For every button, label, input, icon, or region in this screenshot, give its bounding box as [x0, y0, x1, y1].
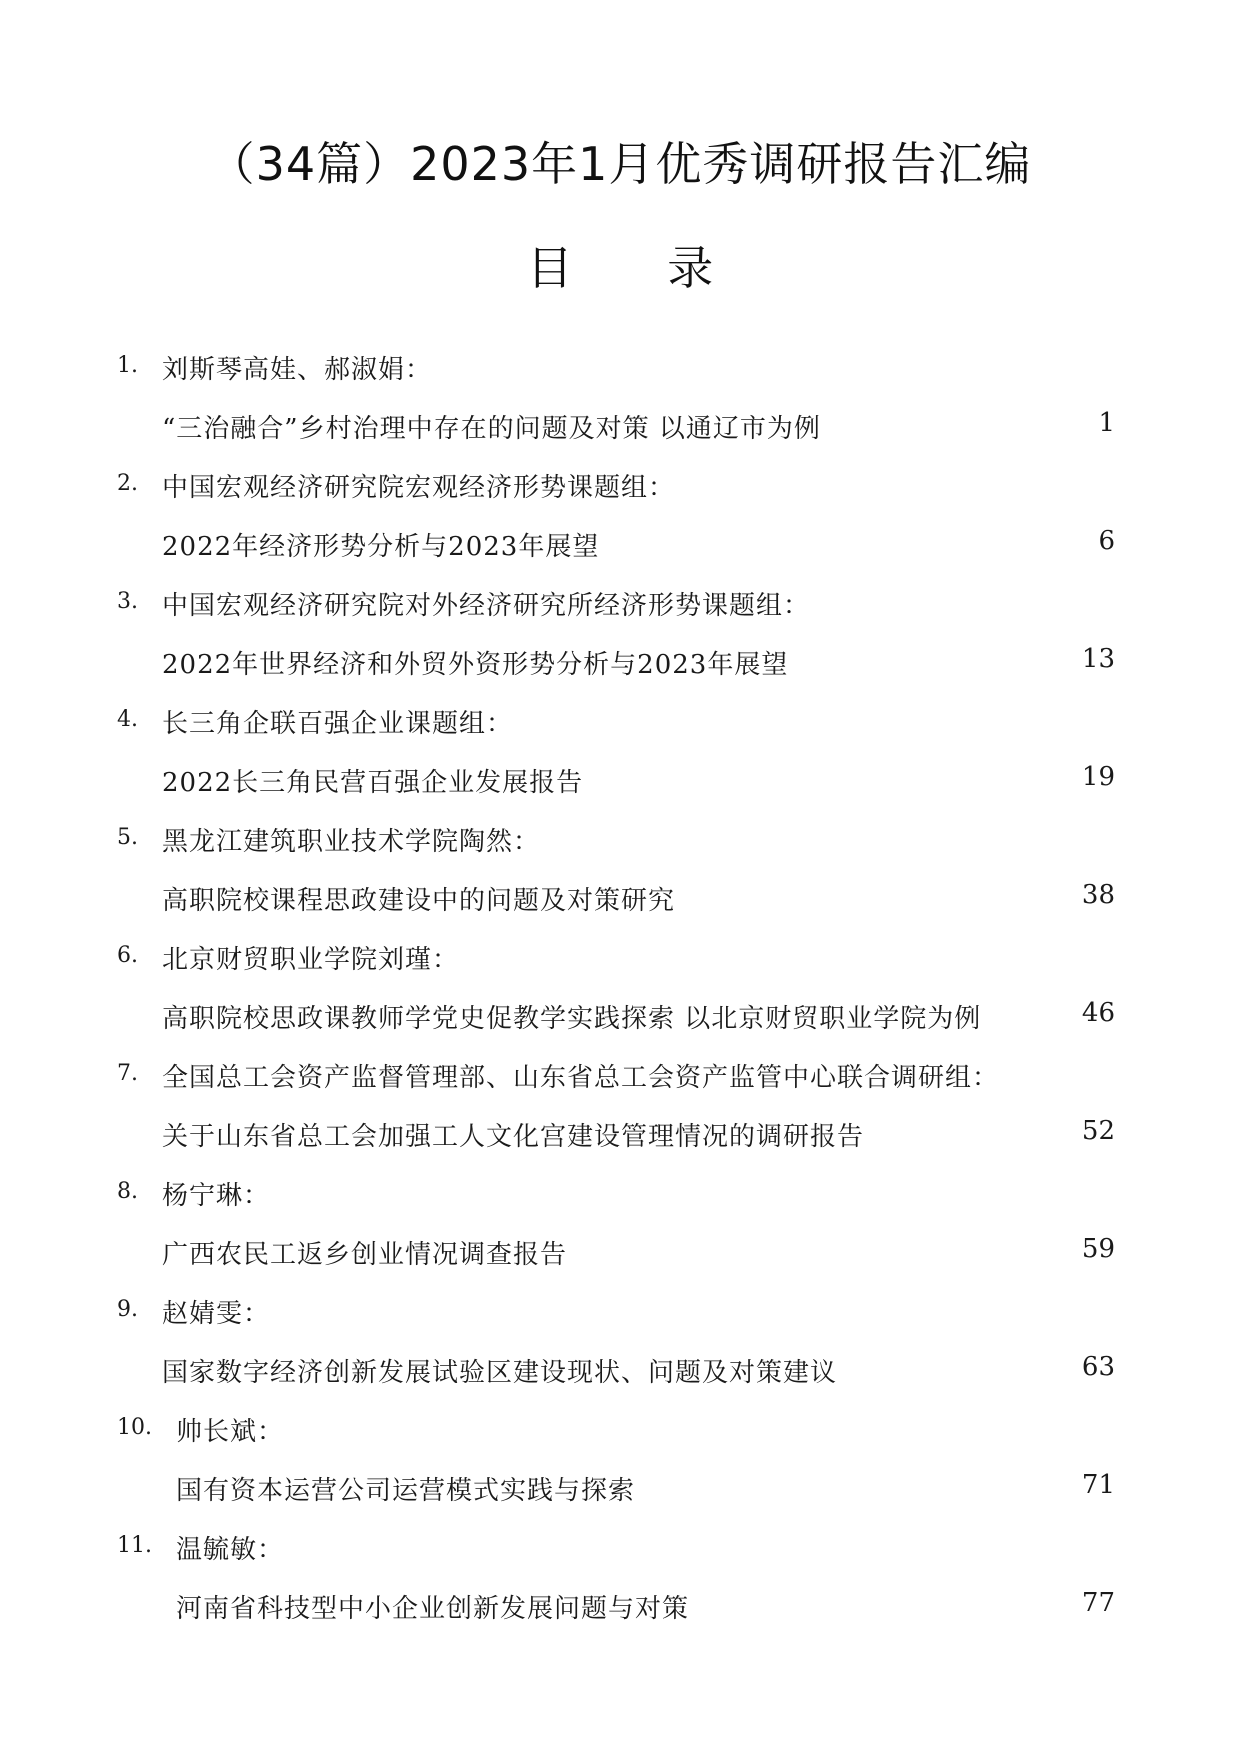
toc-entry-title[interactable]: 高职院校思政课教师学党史促教学实践探索 以北京财贸职业学院为例 — [162, 1004, 982, 1034]
toc-entry-title[interactable]: 河南省科技型中小企业创新发展问题与对策 — [176, 1594, 690, 1624]
toc-entry-author: 长三角企联百强企业课题组： — [162, 709, 514, 739]
table-of-contents — [0, 345, 1240, 1643]
toc-entry-page: 38 — [1081, 880, 1115, 910]
toc-entry-3[interactable] — [0, 581, 1240, 699]
toc-entry-title[interactable]: 高职院校课程思政建设中的问题及对策研究 — [162, 886, 676, 916]
toc-entry-9[interactable] — [0, 1289, 1240, 1407]
toc-entry-11[interactable] — [0, 1525, 1240, 1643]
toc-entry-author: 刘斯琴高娃、郝淑娟： — [162, 355, 433, 385]
toc-entry-author: 杨宁琳： — [162, 1181, 271, 1211]
toc-entry-title[interactable]: 国家数字经济创新发展试验区建设现状、问题及对策建议 — [162, 1358, 838, 1388]
toc-entry-title[interactable]: 国有资本运营公司运营模式实践与探索 — [176, 1476, 636, 1506]
toc-entry-7[interactable] — [0, 1053, 1240, 1171]
toc-entry-author: 中国宏观经济研究院宏观经济形势课题组： — [162, 473, 676, 503]
toc-entry-page: 59 — [1081, 1234, 1115, 1264]
toc-entry-title[interactable]: 关于山东省总工会加强工人文化宫建设管理情况的调研报告 — [162, 1122, 865, 1152]
toc-heading: 目 录 — [526, 241, 754, 295]
toc-entry-number: 2. — [117, 471, 138, 496]
toc-entry-2[interactable] — [0, 463, 1240, 581]
toc-entry-number: 10. — [117, 1415, 152, 1440]
toc-entry-author: 赵婧雯： — [162, 1299, 271, 1329]
toc-entry-number: 6. — [117, 943, 138, 968]
toc-entry-author: 中国宏观经济研究院对外经济研究所经济形势课题组： — [162, 591, 811, 621]
toc-entry-page: 13 — [1081, 644, 1115, 674]
toc-entry-author: 全国总工会资产监督管理部、山东省总工会资产监管中心联合调研组： — [162, 1063, 1000, 1093]
toc-entry-number: 11. — [117, 1533, 152, 1558]
toc-entry-title[interactable]: 广西农民工返乡创业情况调查报告 — [162, 1240, 568, 1270]
toc-entry-number: 9. — [117, 1297, 138, 1322]
toc-entry-number: 3. — [117, 589, 138, 614]
toc-entry-10[interactable] — [0, 1407, 1240, 1525]
toc-entry-page: 19 — [1081, 762, 1115, 792]
toc-entry-author: 帅长斌： — [176, 1417, 285, 1447]
toc-entry-page: 71 — [1081, 1470, 1115, 1500]
toc-entry-number: 5. — [117, 825, 138, 850]
toc-entry-number: 8. — [117, 1179, 138, 1204]
toc-entry-title[interactable]: “三治融合”乡村治理中存在的问题及对策 以通辽市为例 — [162, 414, 821, 444]
toc-entry-title[interactable]: 2022年世界经济和外贸外资形势分析与2023年展望 — [162, 650, 789, 680]
toc-entry-title[interactable]: 2022年经济形势分析与2023年展望 — [162, 532, 600, 562]
toc-entry-6[interactable] — [0, 935, 1240, 1053]
toc-entry-page: 77 — [1081, 1588, 1115, 1618]
document-title: （34篇）2023年1月优秀调研报告汇编 — [208, 137, 1032, 191]
toc-entry-page: 52 — [1081, 1116, 1115, 1146]
toc-entry-5[interactable] — [0, 817, 1240, 935]
toc-entry-author: 温毓敏： — [176, 1535, 285, 1565]
toc-entry-page: 46 — [1081, 998, 1115, 1028]
toc-entry-author: 北京财贸职业学院刘瑾： — [162, 945, 460, 975]
toc-entry-number: 4. — [117, 707, 138, 732]
toc-entry-page: 1 — [1098, 408, 1115, 438]
toc-entry-page: 6 — [1098, 526, 1115, 556]
toc-entry-8[interactable] — [0, 1171, 1240, 1289]
toc-entry-number: 7. — [117, 1061, 138, 1086]
toc-entry-author: 黑龙江建筑职业技术学院陶然： — [162, 827, 541, 857]
toc-entry-page: 63 — [1081, 1352, 1115, 1382]
toc-entry-title[interactable]: 2022长三角民营百强企业发展报告 — [162, 768, 584, 798]
toc-entry-1[interactable] — [0, 345, 1240, 463]
toc-entry-number: 1. — [117, 353, 138, 378]
toc-entry-4[interactable] — [0, 699, 1240, 817]
